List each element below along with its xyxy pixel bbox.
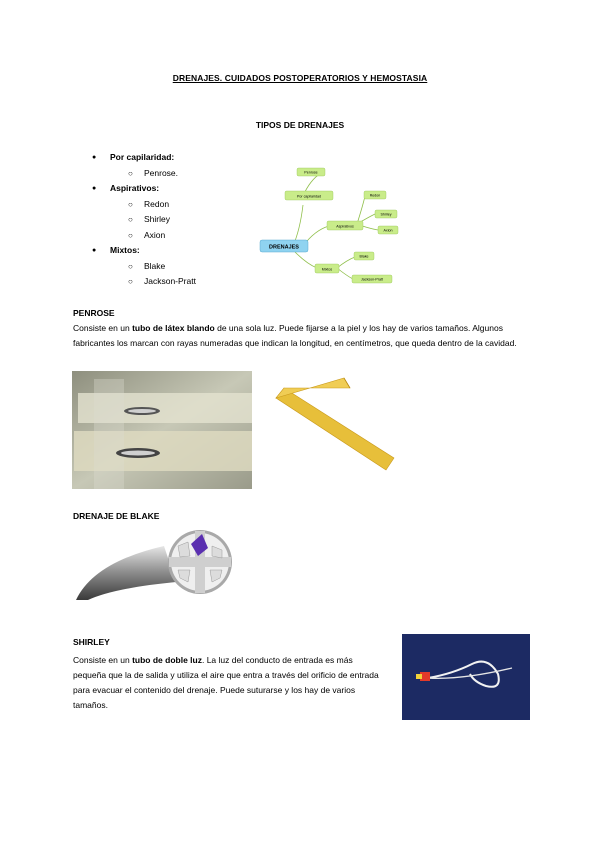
shirley-heading: SHIRLEY: [73, 637, 110, 647]
mindmap-node: Aspirativos: [336, 224, 354, 229]
document-title: DRENAJES. CUIDADOS POSTOPERATORIOS Y HEMOSTASIA: [172, 73, 428, 83]
list-subitem: ○ Shirley: [92, 212, 196, 228]
mindmap-node: Blake: [359, 254, 369, 259]
list-subitem: ○ Blake: [92, 259, 196, 275]
mindmap-node: Penrose: [304, 170, 318, 175]
list-item: ● Por capilaridad:: [92, 150, 196, 166]
mindmap-node: Mixtos: [321, 267, 333, 272]
list-item: ● Aspirativos:: [92, 181, 196, 197]
mindmap-node: Por capilaridad: [297, 194, 321, 199]
mindmap-node: Shirley: [380, 212, 392, 217]
mindmap-node: Redon: [369, 193, 381, 198]
mindmap-node: Axion: [383, 228, 393, 233]
shirley-description: Consiste en un tubo de doble luz. La luz del conducto de entrada es más pequeña que la de salida y utiliza el aire que entra a través del orificio de entrada para evacuar el contenido del drenaje. Puede suturarse y los hay de varios tamaños.: [73, 655, 379, 710]
mindmap-root-label: DRENAJES: [269, 244, 299, 251]
mindmap-node: Jackson-Pratt: [361, 277, 383, 282]
list-item: ● Mixtos:: [92, 243, 196, 259]
penrose-description: Consiste en un tubo de látex blando de una sola luz. Puede fijarse a la piel y los hay de varios tamaños. Algunos fabricantes los marcan con rayas numeradas que indican la longitud, en centímetros, que queda dentro de la cavidad.: [73, 323, 517, 348]
penrose-packaged-photo: [72, 371, 252, 489]
blake-heading: DRENAJE DE BLAKE: [73, 511, 160, 521]
drain-types-list: [92, 150, 196, 290]
list-subitem: ○ Redon: [92, 197, 196, 213]
blake-drain-illustration: [74, 522, 236, 602]
penrose-heading: PENROSE: [73, 308, 115, 318]
penrose-tube-photo: [270, 376, 420, 484]
shirley-drain-photo: [402, 634, 530, 720]
list-subitem: ○ Axion: [92, 228, 196, 244]
drain-types-mindmap: [255, 160, 415, 290]
list-subitem: ○ Jackson-Pratt: [92, 274, 196, 290]
section-subtitle: TIPOS DE DRENAJES: [255, 120, 345, 130]
list-subitem: ○ Penrose.: [92, 166, 196, 182]
